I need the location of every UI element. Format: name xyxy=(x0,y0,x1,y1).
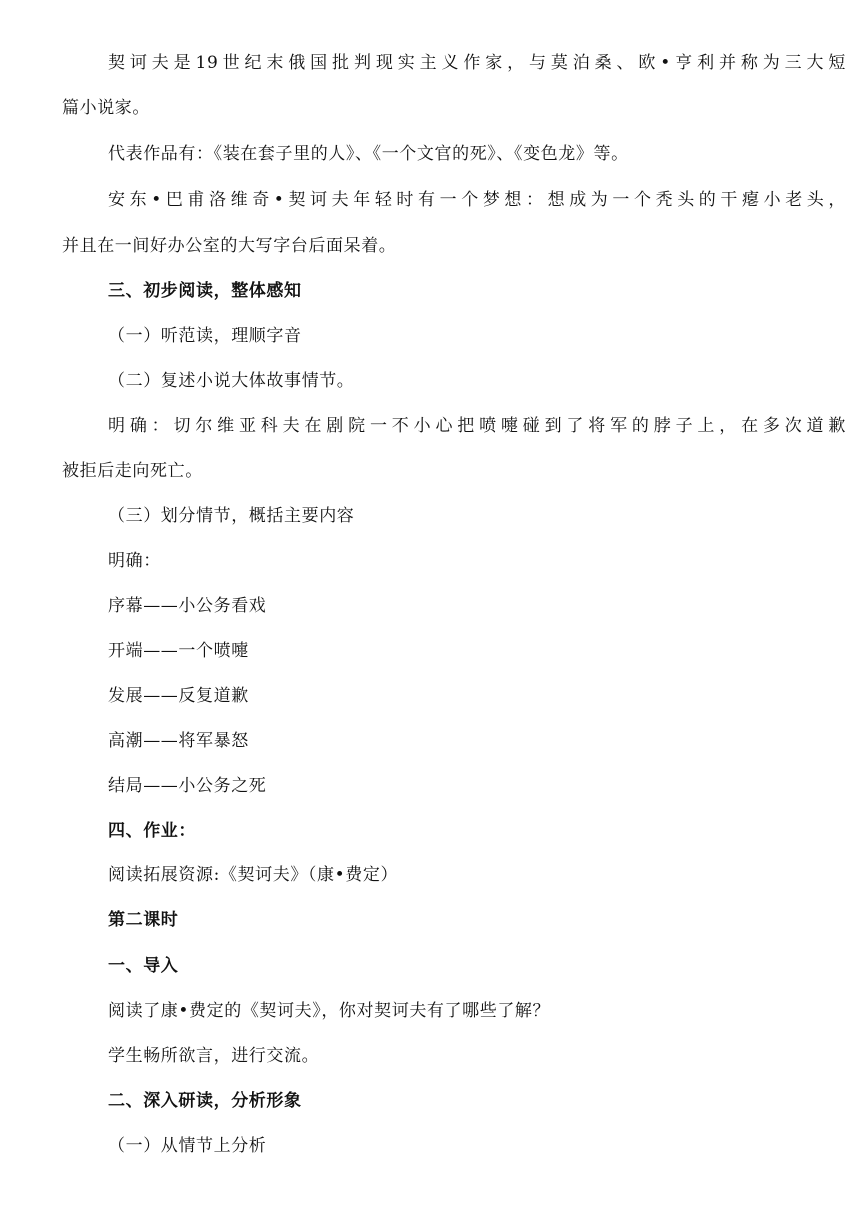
paragraph-line: 并且在一间好办公室的大写字台后面呆着。 xyxy=(62,236,397,256)
subsection-line: （一）从情节上分析 xyxy=(108,1136,267,1156)
paragraph-line: 阅读拓展资源:《契诃夫》（康•费定） xyxy=(108,865,399,885)
paragraph-line: 契诃夫是19世纪末俄国批判现实主义作家，与莫泊桑、欧•亨利并称为三大短 xyxy=(108,53,846,73)
section-heading: 二、深入研读，分析形象 xyxy=(108,1091,302,1111)
lesson-heading: 第二课时 xyxy=(108,910,179,930)
paragraph-line: 篇小说家。 xyxy=(62,98,150,118)
plot-stage-item: 结局——小公务之死 xyxy=(108,776,267,796)
paragraph-line: 阅读了康•费定的《契诃夫》，你对契诃夫有了哪些了解？ xyxy=(108,1001,551,1021)
paragraph-line: 被拒后走向死亡。 xyxy=(62,461,203,481)
subsection-line: （一）听范读，理顺字音 xyxy=(108,326,302,346)
paragraph-line: 明确：切尔维亚科夫在剧院一不小心把喷嚏碰到了将军的脖子上，在多次道歉 xyxy=(108,416,846,436)
section-heading: 一、导入 xyxy=(108,956,179,976)
plot-stage-item: 发展——反复道歉 xyxy=(108,686,249,706)
section-heading: 四、作业： xyxy=(108,821,196,841)
plot-stage-item: 开端——一个喷嚏 xyxy=(108,641,249,661)
plot-stage-item: 序幕——小公务看戏 xyxy=(108,596,267,616)
paragraph-line: 学生畅所欲言，进行交流。 xyxy=(108,1046,320,1066)
subsection-line: （三）划分情节，概括主要内容 xyxy=(108,506,355,526)
paragraph-line: 安东•巴甫洛维奇•契诃夫年轻时有一个梦想：想成为一个秃头的干瘪小老头， xyxy=(108,190,846,210)
plot-stage-item: 高潮——将军暴怒 xyxy=(108,731,249,751)
paragraph-line: 代表作品有：《装在套子里的人》、《一个文官的死》、《变色龙》等。 xyxy=(108,144,629,164)
section-heading: 三、初步阅读，整体感知 xyxy=(108,281,302,301)
subsection-line: （二）复述小说大体故事情节。 xyxy=(108,371,355,391)
paragraph-line: 明确： xyxy=(108,551,161,571)
